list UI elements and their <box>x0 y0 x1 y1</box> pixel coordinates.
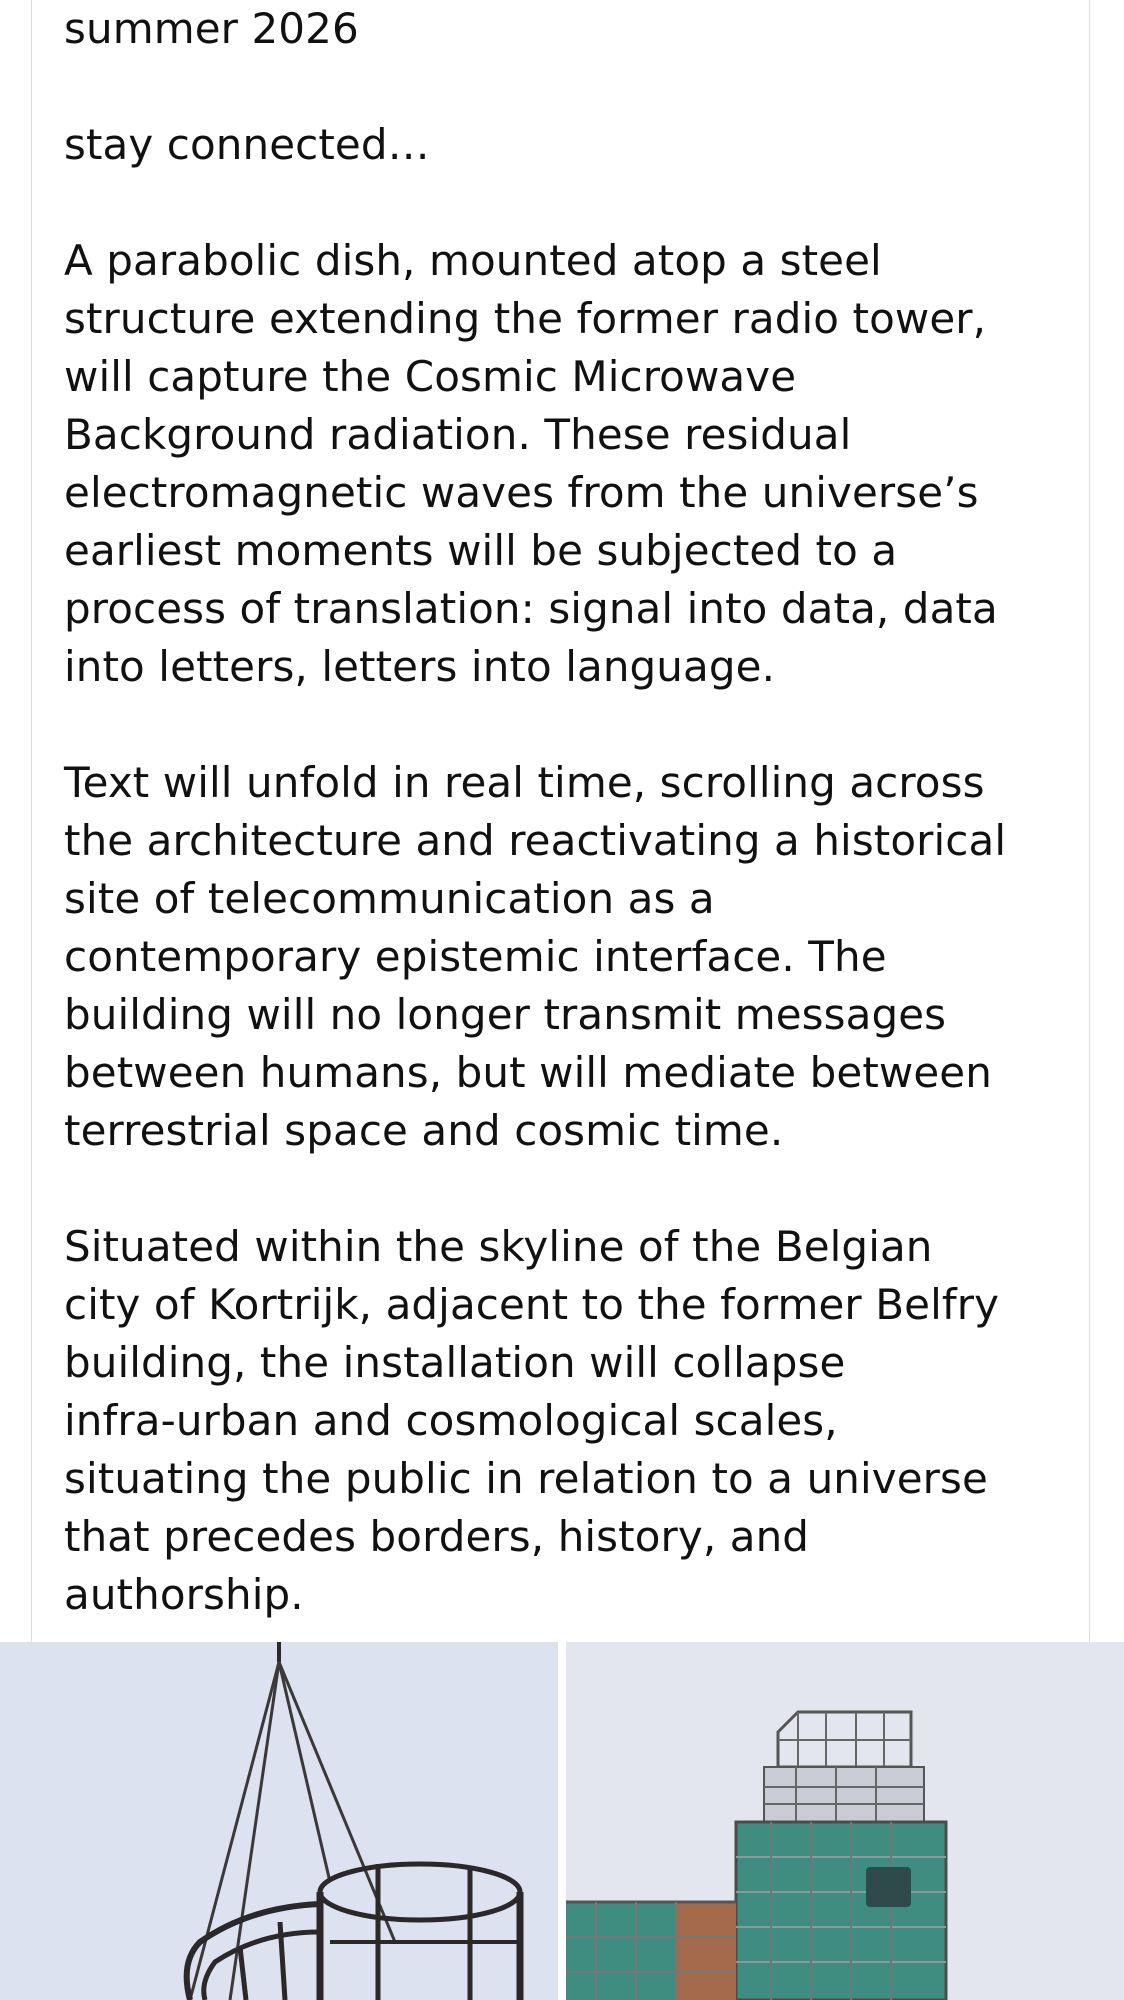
post-line: the architecture and reactivating a historical <box>64 816 1007 865</box>
steel-structure-image <box>0 1642 558 2000</box>
post-line: structure extending the former radio tower, <box>64 294 987 343</box>
post-line-gap <box>64 58 1064 116</box>
post-line: terrestrial space and cosmic time. <box>64 1106 784 1155</box>
post-line: that precedes borders, history, and <box>64 1512 810 1561</box>
post-line: between humans, but will mediate between <box>64 1048 992 1097</box>
post-line: A parabolic dish, mounted atop a steel <box>64 236 882 285</box>
post-line: electromagnetic waves from the universe’s <box>64 468 979 517</box>
post-line-gap <box>64 1160 1064 1218</box>
post-line: will capture the Cosmic Microwave <box>64 352 797 401</box>
post-line: process of translation: signal into data, data <box>64 584 998 633</box>
post-line: infra-urban and cosmological scales, <box>64 1396 838 1445</box>
steel-structure-photo[interactable] <box>0 1642 558 2000</box>
tower-scaffolding-image <box>566 1642 1124 2000</box>
tower-scaffolding-photo[interactable] <box>566 1642 1124 2000</box>
post-line: Text will unfold in real time, scrolling across <box>64 758 985 807</box>
post-line: situating the public in relation to a universe <box>64 1454 988 1503</box>
post-line: authorship. <box>64 1570 304 1619</box>
post-line: into letters, letters into language. <box>64 642 776 691</box>
post-line: contemporary epistemic interface. The <box>64 932 887 981</box>
post-line: building, the installation will collapse <box>64 1338 846 1387</box>
post-line: summer 2026 <box>64 4 359 53</box>
post-line: city of Kortrijk, adjacent to the former Belfry <box>64 1280 1000 1329</box>
post-line-gap <box>64 174 1064 232</box>
post-line: building will no longer transmit messages <box>64 990 947 1039</box>
post-line: earliest moments will be subjected to a <box>64 526 898 575</box>
post-body <box>64 0 1064 1624</box>
post-line: Background radiation. These residual <box>64 410 852 459</box>
photo-grid <box>0 1642 1124 2000</box>
post-line: site of telecommunication as a <box>64 874 715 923</box>
post-line-gap <box>64 696 1064 754</box>
post-line: Situated within the skyline of the Belgian <box>64 1222 933 1271</box>
post-line: stay connected… <box>64 120 430 169</box>
